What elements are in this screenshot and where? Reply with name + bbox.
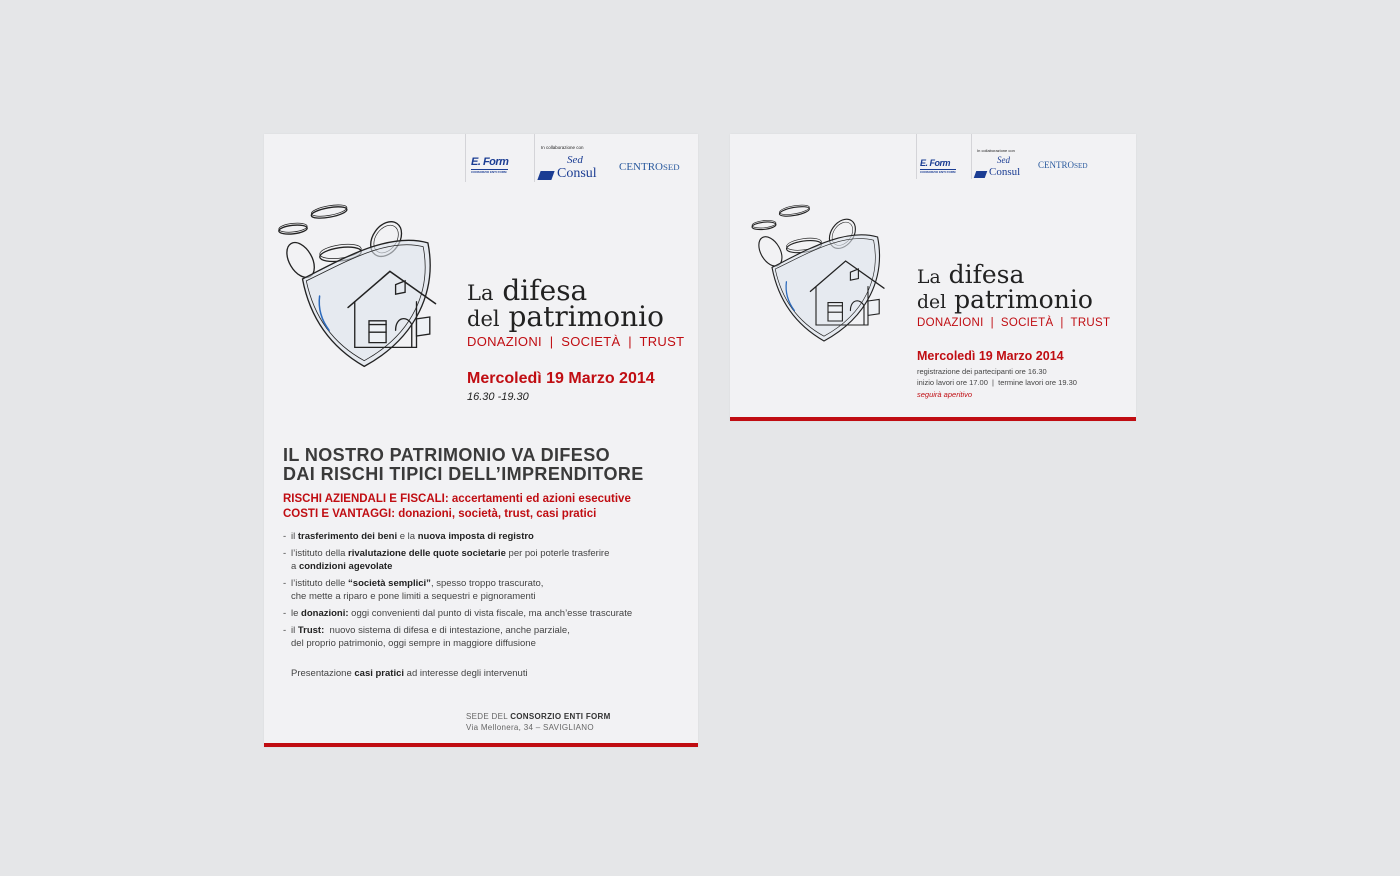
shield-house-illustration — [274, 204, 464, 372]
event-date: Mercoledì 19 Marzo 2014 — [467, 370, 655, 387]
flyer-subheads: RISCHI AZIENDALI E FISCALI: accertamenti ed azioni esecutive COSTI E VANTAGGI: donazioni, società, trust, casi pratici — [283, 493, 631, 520]
list-item: - il trasferimento dei beni e la nuova imposta di registro — [283, 530, 632, 543]
partner-logos — [534, 134, 700, 182]
centrosed-logo: CENTROSED — [1038, 160, 1088, 170]
event-title — [467, 274, 664, 333]
event-date: Mercoledì 19 Marzo 2014 — [917, 349, 1064, 363]
title-line-1: La difesa — [467, 274, 588, 307]
accent-bar — [730, 417, 1136, 421]
centrosed-logo: CENTROSED — [619, 161, 680, 173]
collab-label: In collaborazione con — [977, 148, 1015, 153]
topic-tags: DONAZIONI | SOCIETÀ | TRUST — [917, 317, 1111, 329]
schedule-details: registrazione dei partecipanti ore 16.30 inizio lavori ore 17.00 | termine lavori ore 19.30 seguirà aperitivo — [917, 367, 1077, 399]
list-item: - l’istituto delle “società semplici”, spesso troppo trascurato, che mette a riparo e pone limiti a sequestri e pignoramenti — [283, 577, 632, 603]
invitation-card — [730, 134, 1136, 421]
sedconsul-logo: Sed Consul — [975, 156, 1020, 178]
presentation-note: Presentazione casi pratici ad interesse degli intervenuti — [291, 668, 528, 679]
efform-logo: E. Form CONSORZIO ENTI FORM — [916, 134, 971, 179]
sedconsul-logo: Sed Consul — [539, 156, 597, 180]
topic-list — [283, 530, 632, 650]
accent-bar — [264, 743, 698, 747]
event-title — [917, 262, 1093, 313]
collab-label: In collaborazione con — [541, 145, 584, 150]
shield-house-illustration — [748, 204, 908, 346]
flyer-headline: IL NOSTRO PATRIMONIO VA DIFESO DAI RISCHI TIPICI DELL’IMPRENDITORE — [283, 445, 644, 484]
list-item: - le donazioni: oggi convenienti dal punto di vista fiscale, ma anch’esse trascurate — [283, 607, 632, 620]
list-item: - il Trust: nuovo sistema di difesa e di intestazione, anche parziale, del proprio patrimonio, oggi sempre in maggiore diffusione — [283, 624, 632, 650]
title-line-1: La difesa — [917, 260, 1025, 289]
list-item: - l’istituto della rivalutazione delle quote societarie per poi poterle trasferire a condizioni agevolate — [283, 547, 632, 573]
topic-tags: DONAZIONI | SOCIETÀ | TRUST — [467, 334, 685, 349]
partner-logos — [971, 134, 1102, 179]
logo-strip — [465, 134, 700, 182]
flyer-card — [264, 134, 698, 747]
logo-strip — [916, 134, 1102, 179]
event-time: 16.30 -19.30 — [467, 391, 529, 403]
venue-block: SEDE DEL CONSORZIO ENTI FORM Via Mellonera, 34 – SAVIGLIANO — [466, 712, 611, 732]
title-line-2: del patrimonio — [917, 284, 1093, 314]
efform-logo: E. Form CONSORZIO ENTI FORM — [465, 134, 534, 182]
title-line-2: del patrimonio — [467, 300, 664, 333]
